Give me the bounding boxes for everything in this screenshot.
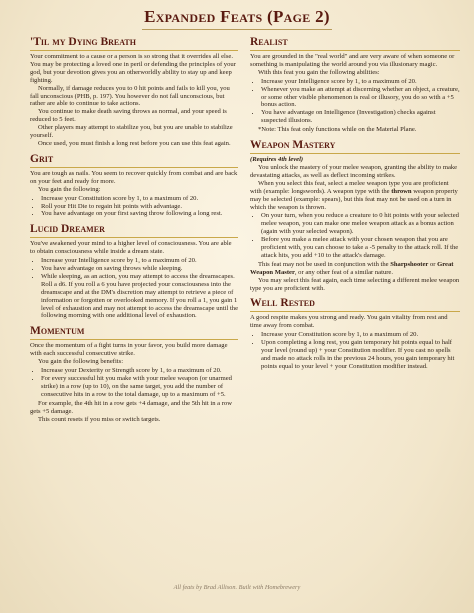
grit-p1: You are tough as nails. You seem to recover quickly from combat and are back on your feet and ready for more. [30,169,238,185]
heading-lucid-dreamer: Lucid Dreamer [30,223,238,238]
weapon-p2-a: When you select this feat, select a melee weapon type you are proficient with (example: longswords). A weapon type with the [250,179,449,195]
right-column [250,34,460,372]
dying-breath-p2: Normally, if damage reduces you to 0 hit points and fails to kill you, you fall unconscious (PHB, p. 197). You however do not fall unconscious, but rather are able to continue to take actions. [30,84,230,108]
grit-p2: You gain the following: [38,185,101,193]
list-item: • Increase your Constitution score by 1, to a maximum of 20. [261,331,460,339]
weapon-p3-b: , or any other feat of a similar nature. [294,268,394,276]
momentum-p3: For example, the 4th hit in a row gets +4 damage, and the 5th hit in a row gets +5 damage. [30,399,232,415]
list-item: • Increase your Intelligence score by 1, to a maximum of 20. [41,257,238,265]
weapon-p3-sharpshooter: Sharpshooter [390,260,429,268]
heading-grit: Grit [30,153,238,168]
list-item: • Roll your Hit Die to regain hit points with advantage. [41,203,238,211]
weapon-p2-b: weapon property may be selected (example: spears), but this feat may not be used on a turn in which the weapon is thrown. [250,187,458,211]
momentum-p2: You gain the following benefits: [38,358,124,366]
heading-realist: Realist [250,36,460,51]
list-item: • You have advantage on saving throws while sleeping. [41,265,238,273]
heading-momentum: Momentum [30,325,238,340]
dying-breath-p5: Once used, you must finish a long rest before you can use this feat again. [38,139,231,147]
rested-list [250,331,460,371]
grit-list [30,195,238,219]
weapon-p4: You may select this feat again, each time selecting a different melee weapon type you are proficient with. [250,276,460,292]
title-divider [142,29,332,30]
weapon-requirement: (Requires 4th level) [250,156,304,164]
list-item: • On your turn, when you reduce a creature to 0 hit points with your selected melee weapon, you can make one melee weapon attack as a bonus action (again with your selected weapon). [261,212,460,236]
dying-breath-p1: Your commitment to a cause or a person is so strong that it overrides all else. You may be protecting a loved one in peril or defending the principles of your god, but your devotion gives you an otherworldly ability to stay up and keep fighting. [30,53,236,84]
weapon-list [250,212,460,259]
page-footer: All feats by Brad Allison. Built with Homebrewery [173,584,301,591]
heading-dying-breath: 'Til my Dying Breath [30,36,238,51]
list-item: • Whenever you make an attempt at discerning whether an object, a creature, or some other visible phenomenon is real or illusory, you do so with a +5 bonus action. [261,86,460,110]
realist-p2: With this feat you gain the following abilities: [258,68,380,76]
realist-p1: You are grounded in the "real world" and are very aware of when someone or something is manipulating the world around you via illusionary magic. [250,53,455,68]
list-item: • You have advantage on your first saving throw following a long rest. [41,210,238,218]
list-item: • For every successful hit you make with your melee weapon (or unarmed strike) in a row (up to 10), on the same target, you add the number of consecutive hits in a row to the total damage, up to a maximum of +5. [41,375,238,399]
realist-list [250,78,460,125]
realist-note: *Note: This feat only functions while on the Material Plane. [258,126,417,134]
dying-breath-p3: You continue to make death saving throws as normal, and your speed is reduced to 5 feet. [30,108,227,124]
list-item: • Upon completing a long rest, you gain temporary hit points equal to half your level (round up) + your Constitution modifier. If you cast no spells and made no attack rolls in the previous 24 hours, you gain temporary hit points equal to your level + your Constitution modifier instead. [261,339,460,371]
dying-breath-p4: Other players may attempt to stabilize you, but you are unable to stabilize yourself. [30,124,233,140]
heading-well-rested: Well Rested [250,297,460,312]
weapon-p3-a: This feat may not be used in conjunction with the [258,260,391,268]
lucid-p1: You've awakened your mind to a higher level of consciousness. You are able to obtain consciousness while inside a dream state. [30,240,232,256]
list-item: • You have advantage on Intelligence (Investigation) checks against suspected illusions. [261,109,460,125]
list-item: • Increase your Constitution score by 1, to a maximum of 20. [41,195,238,203]
page-title: Expanded Feats (Page 2) [144,7,330,26]
weapon-p2 [250,180,460,212]
weapon-p2-bold: thrown [391,187,412,195]
list-item: • Before you make a melee attack with your chosen weapon that you are proficient with, you can choose to take a -5 penalty to the attack roll. If the attack hits, you add +10 to the attack's damage. [261,236,460,260]
momentum-list [30,367,238,399]
weapon-p3 [250,261,460,277]
list-item: • While sleeping, as an action, you may attempt to access the dreamscapes. Roll a d6. If you roll a 6 you have projected your consciousness into the dreamscape and at the DM's discretion may attempt to retrieve a piece of information or forgotten or overlooked memory. If you roll a 1, you gain 1 level of exhaustion and may not attempt to access the dreamscape until the following morning with one additional level of exhaustion. [41,273,238,320]
list-item: • Increase your Dexterity or Strength score by 1, to a maximum of 20. [41,367,238,375]
lucid-list [30,257,238,320]
momentum-p1: Once the momentum of a fight turns in your favor, you build more damage with each successful consecutive strike. [30,342,228,358]
list-item: • Increase your Intelligence score by 1, to a maximum of 20. [261,78,460,86]
weapon-p3-mid: or [428,260,438,268]
rested-p1: A good respite makes you strong and ready. You gain vitality from rest and time away from combat. [250,314,448,330]
momentum-p4: This count resets if you miss or switch targets. [38,415,161,423]
heading-weapon-mastery: Weapon Mastery [250,139,460,154]
weapon-p3-gwm: Great Weapon Master [250,260,454,276]
left-column [30,34,238,423]
weapon-p1: You unlock the mastery of your melee weapon, granting the ability to make devastating attacks, as well as deflect incoming strikes. [250,163,458,179]
